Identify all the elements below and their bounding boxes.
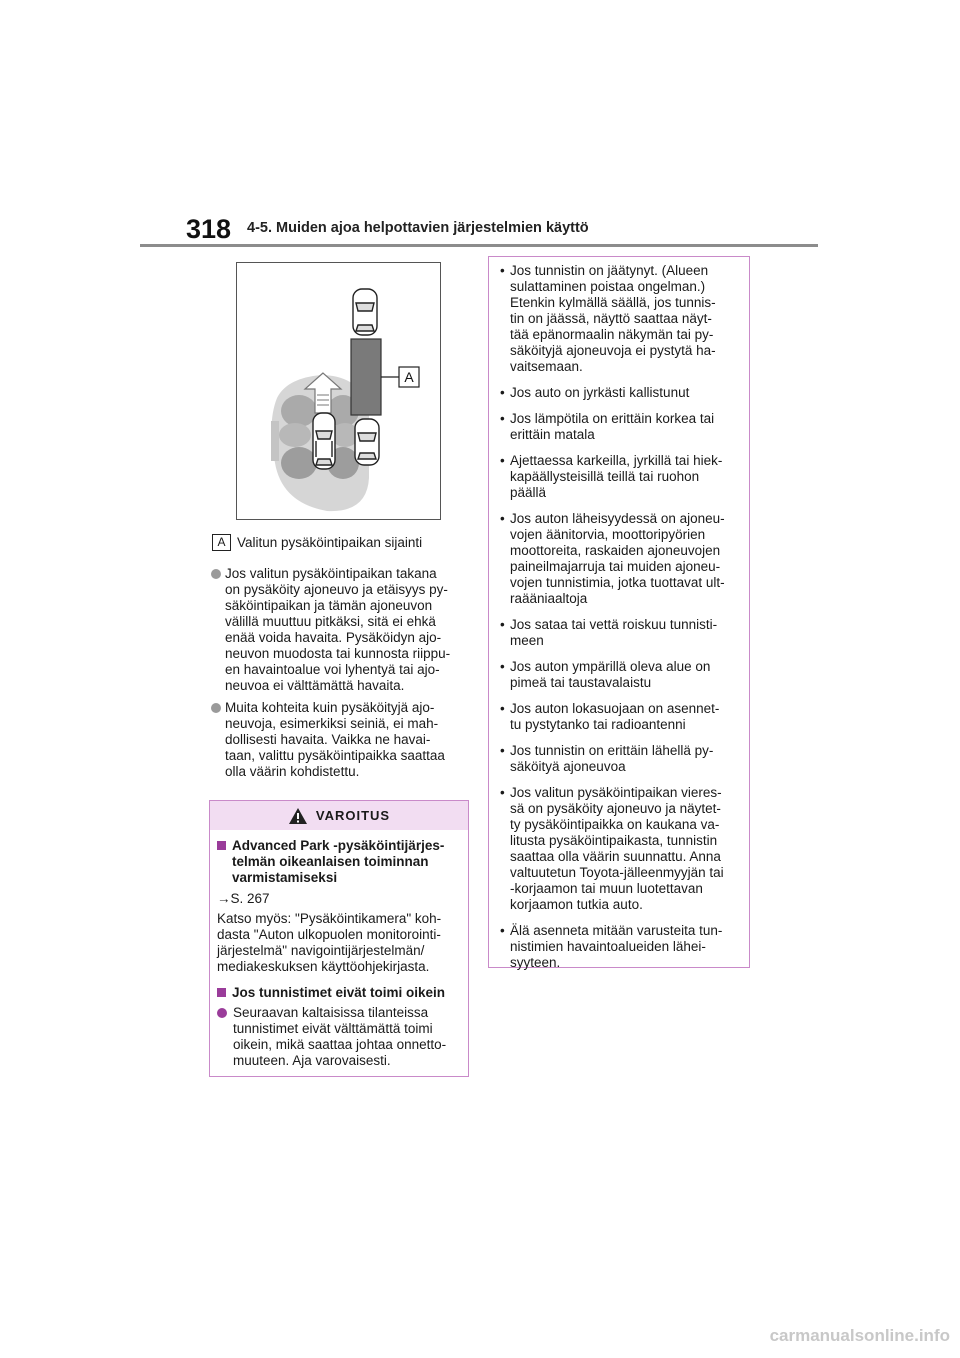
text-line: tunnistimet eivät välttämättä toimi <box>233 1021 433 1036</box>
bullet-char: • <box>500 701 505 716</box>
page-number: 318 <box>186 214 232 244</box>
text-line: meen <box>510 633 544 648</box>
text-line: neuvoja, esimerkiksi seiniä, ei mah- <box>225 716 439 731</box>
square-bullet-icon <box>217 841 226 850</box>
parked-vehicle-bottom <box>355 419 379 465</box>
caption-text: Valitun pysäköintipaikan sijainti <box>237 535 423 550</box>
warning-paragraph <box>217 911 462 975</box>
text-line: säköityjä ajoneuvoja ei pystytä ha- <box>510 343 716 358</box>
text-line: Etenkin kylmällä säällä, jos tunnis- <box>510 295 716 310</box>
bullet-char: • <box>500 743 505 758</box>
left-bullet-2 <box>211 700 467 780</box>
text-line: Jos auton läheisyydessä on ajoneu- <box>510 511 725 526</box>
text-line: tu pystytanko tai radioantenni <box>510 717 686 732</box>
text-line: päällä <box>510 485 547 500</box>
page-reference: →S. 267 <box>217 891 270 906</box>
text-line: dasta "Auton ulkopuolen monitorointi- <box>217 927 441 942</box>
text-line: Jos lämpötila on erittäin korkea tai <box>510 411 715 426</box>
text-line: Jos sataa tai vettä roiskuu tunnisti- <box>510 617 718 632</box>
text-line: en havaintoalue voi lyhentyä tai ajo- <box>225 662 440 677</box>
text-line: säköityä ajoneuvoa <box>510 759 626 774</box>
text-line: Jos auton lokasuojaan on asennet- <box>510 701 720 716</box>
left-bullet-1 <box>211 566 467 694</box>
warning-triangle-icon <box>288 807 308 825</box>
header-divider <box>140 244 818 247</box>
text-line: valtuutetun Toyota-jälleenmyyjän tai <box>510 865 724 880</box>
text-line: vojen tunnistimia, jotka tuottavat ult- <box>510 575 725 590</box>
text-line: välillä muuttuu pitkäksi, sitä ei ehkä <box>225 614 436 629</box>
text-line: Ajettaessa karkeilla, jyrkillä tai hiek- <box>510 453 723 468</box>
text-line: Katso myös: "Pysäköintikamera" koh- <box>217 911 442 926</box>
condition-item <box>500 923 741 971</box>
text-line: taan, valittu pysäköintipaikka saattaa <box>225 748 445 763</box>
bullet-char: • <box>500 617 505 632</box>
warning-header <box>210 801 468 830</box>
warning-subheading-1 <box>217 838 462 886</box>
bullet-dot-icon <box>211 569 221 579</box>
text-line: neuvoa ei välttämättä havaita. <box>225 678 405 693</box>
text-line: saattaa olla väärin suunnattu. Anna <box>510 849 721 864</box>
parking-diagram <box>237 263 441 520</box>
text-line: paineilmajarruja tai muiden ajoneu- <box>510 559 721 574</box>
text-line: Jos auton ympärillä oleva alue on <box>510 659 711 674</box>
condition-item <box>500 659 741 691</box>
condition-item <box>500 617 741 649</box>
text-line: telmän oikeanlaisen toiminnan <box>232 854 429 869</box>
text-line: Jos tunnistimet eivät toimi oikein <box>232 985 446 1000</box>
text-line: Jos auto on jyrkästi kallistunut <box>510 385 690 400</box>
condition-item <box>500 511 741 607</box>
text-line: Jos valitun pysäköintipaikan vieres- <box>510 785 722 800</box>
text-line: erittäin matala <box>510 427 595 442</box>
text-line: enää voida havaita. Pysäköidyn ajo- <box>225 630 442 645</box>
label-a: A <box>404 369 414 385</box>
watermark: carmanualsonline.info <box>769 1326 950 1345</box>
text-line: nistimien havaintoalueiden lähei- <box>510 939 706 954</box>
text-line: Jos tunnistin on erittäin lähellä py- <box>510 743 714 758</box>
text-line: Advanced Park -pysäköintijärjes- <box>232 838 445 853</box>
warning-box <box>209 800 469 1077</box>
text-line: muuteen. Aja varovaisesti. <box>233 1053 391 1068</box>
parking-illustration <box>236 262 441 520</box>
text-line: pimeä tai taustavalaistu <box>510 675 652 690</box>
text-line: mediakeskuksen käyttöohjekirjasta. <box>217 959 430 974</box>
text-line: olla väärin kohdistettu. <box>225 764 360 779</box>
text-line: litusta pysäköintipaikasta, tunnistin <box>510 833 718 848</box>
bullet-char: • <box>500 411 505 426</box>
text-line: oikein, mikä saattaa johtaa onnetto- <box>233 1037 447 1052</box>
text-line: Jos tunnistin on jäätynyt. (Alueen <box>510 263 709 278</box>
text-line: neuvon muodosta tai kunnosta riippu- <box>225 646 451 661</box>
condition-item <box>500 263 741 375</box>
text-line: varmistamiseksi <box>232 870 338 885</box>
warning-subheading-2 <box>217 985 462 1001</box>
text-line: ty pysäköintipaikka on kaukana va- <box>510 817 720 832</box>
bullet-char: • <box>500 511 505 526</box>
text-line: moottoreita, raskaiden ajoneuvojen <box>510 543 721 558</box>
condition-item <box>500 701 741 733</box>
text-line: vojen äänitorvia, moottoripyörien <box>510 527 706 542</box>
bullet-char: • <box>500 385 505 400</box>
text-line: syyteen. <box>510 955 561 970</box>
condition-item <box>500 385 741 401</box>
section-title: 4-5. Muiden ajoa helpottavien järjestelmien käyttö <box>247 220 589 236</box>
bullet-char: • <box>500 263 505 278</box>
text-line: vaitsemaan. <box>510 359 583 374</box>
text-line: sulattaminen poistaa ongelman.) <box>510 279 706 294</box>
text-line: Muita kohteita kuin pysäköityjä ajo- <box>225 700 435 715</box>
warning-title: VAROITUS <box>315 808 391 823</box>
bullet-char: • <box>500 785 505 800</box>
figure-caption <box>212 534 422 551</box>
bullet-char: • <box>500 659 505 674</box>
condition-item <box>500 411 741 443</box>
text-line: tin on jäässä, näyttö saattaa näyt- <box>510 311 712 326</box>
text-line: dollisesti havaita. Vaikka ne havai- <box>225 732 431 747</box>
conditions-box <box>488 256 750 968</box>
text-line: raääniaaltoja <box>510 591 588 606</box>
condition-item <box>500 743 741 775</box>
caption-tag: A <box>212 534 231 551</box>
warning-bullet <box>217 1005 462 1069</box>
bullet-char: • <box>500 453 505 468</box>
own-vehicle <box>313 413 335 469</box>
text-line: on pysäköity ajoneuvo ja etäisyys py- <box>225 582 448 597</box>
text-line: järjestelmä" navigointijärjestelmän/ <box>217 943 425 958</box>
square-bullet-icon <box>217 988 226 997</box>
text-line: kapäällysteisillä teillä tai ruohon <box>510 469 700 484</box>
text-line: Seuraavan kaltaisissa tilanteissa <box>233 1005 429 1020</box>
text-line: sä on pysäköity ajoneuvo ja näytet- <box>510 801 721 816</box>
bullet-dot-icon <box>217 1008 227 1018</box>
condition-item <box>500 453 741 501</box>
text-line: korjaamon tutkia auto. <box>510 897 643 912</box>
text-line: tää epänormaalin näkymän tai py- <box>510 327 714 342</box>
selected-parking-space <box>351 339 381 415</box>
text-line: -korjaamon tai muun luotettavan <box>510 881 703 896</box>
parked-vehicle-top <box>353 289 377 335</box>
text-line: säköintipaikan ja tämän ajoneuvon <box>225 598 433 613</box>
text-line: Älä asenneta mitään varusteita tun- <box>510 923 723 938</box>
bullet-char: • <box>500 923 505 938</box>
condition-item <box>500 785 741 913</box>
bullet-dot-icon <box>211 703 221 713</box>
text-line: Jos valitun pysäköintipaikan takana <box>225 566 437 581</box>
